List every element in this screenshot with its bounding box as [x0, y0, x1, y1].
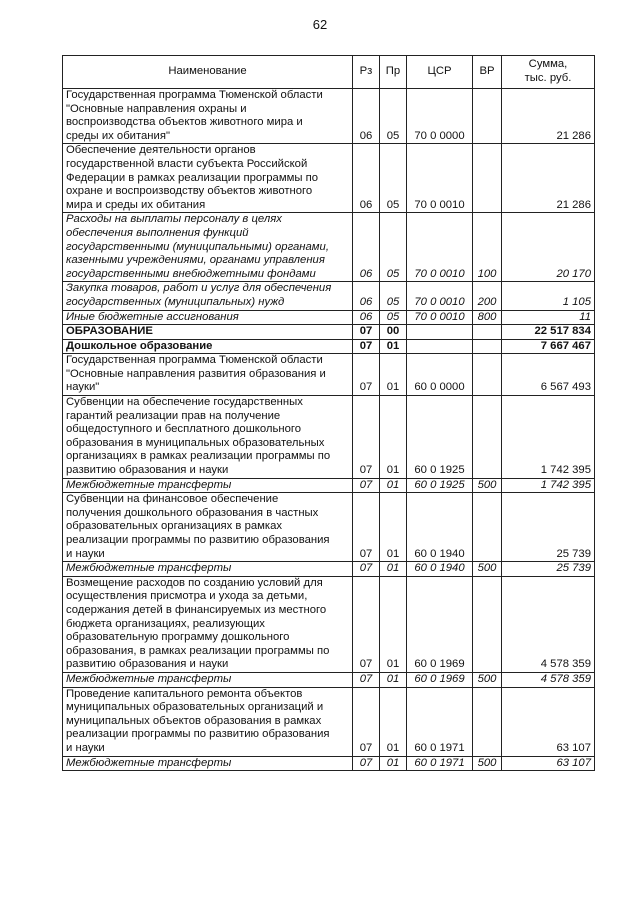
cell-sum: 21 286 — [502, 144, 595, 213]
cell-rz: 07 — [353, 756, 380, 771]
cell-vr — [473, 687, 502, 756]
cell-name: Межбюджетные трансферты — [63, 562, 353, 577]
cell-sum: 6 567 493 — [502, 354, 595, 396]
cell-name: Межбюджетные трансферты — [63, 756, 353, 771]
cell-vr: 100 — [473, 213, 502, 282]
cell-rz: 06 — [353, 144, 380, 213]
cell-name: Субвенции на обеспечение государственных гарантий реализации прав на получение общедоступного и бесплатного дошкольного образования в муниципальных образовательных организациях в рамках реализации программы по развитию образования и науки — [63, 396, 353, 479]
table-row — [63, 396, 595, 479]
header-pr: Пр — [380, 56, 407, 89]
cell-pr: 01 — [380, 493, 407, 562]
page-number: 62 — [312, 17, 328, 32]
cell-csr: 70 0 0010 — [407, 144, 473, 213]
cell-vr: 200 — [473, 282, 502, 310]
cell-csr: 60 0 1971 — [407, 687, 473, 756]
cell-vr: 500 — [473, 562, 502, 577]
cell-name: Государственная программа Тюменской области "Основные направления охраны и воспроизводства объектов животного мира и среды их обитания" — [63, 89, 353, 144]
cell-rz: 06 — [353, 89, 380, 144]
cell-vr — [473, 396, 502, 479]
cell-pr: 05 — [380, 213, 407, 282]
table-row — [63, 339, 595, 354]
table-row — [63, 493, 595, 562]
cell-sum: 4 578 359 — [502, 672, 595, 687]
cell-vr: 500 — [473, 478, 502, 493]
cell-pr: 01 — [380, 339, 407, 354]
cell-csr: 60 0 1969 — [407, 672, 473, 687]
table-row — [63, 325, 595, 340]
cell-sum: 1 742 395 — [502, 478, 595, 493]
cell-csr: 60 0 1925 — [407, 396, 473, 479]
cell-pr: 05 — [380, 89, 407, 144]
table-row — [63, 756, 595, 771]
table-row — [63, 562, 595, 577]
cell-name: Обеспечение деятельности органов государственной власти субъекта Российской Федерации в рамках реализации программы по охране и воспроизводству объектов животного мира и среды их обитания — [63, 144, 353, 213]
table-row — [63, 478, 595, 493]
cell-name: Субвенции на финансовое обеспечение получения дошкольного образования в частных образовательных организациях в рамках реализации программы по развитию образования и науки — [63, 493, 353, 562]
cell-csr: 70 0 0010 — [407, 213, 473, 282]
cell-sum: 25 739 — [502, 562, 595, 577]
cell-rz: 07 — [353, 396, 380, 479]
table-row — [63, 576, 595, 672]
cell-name: Закупка товаров, работ и услуг для обеспечения государственных (муниципальных) нужд — [63, 282, 353, 310]
table-row — [63, 672, 595, 687]
cell-name: Проведение капитального ремонта объектов муниципальных образовательных организаций и муниципальных объектов образования в рамках реализации программы по развитию образования и науки — [63, 687, 353, 756]
cell-pr: 05 — [380, 310, 407, 325]
table-row — [63, 144, 595, 213]
header-rz: Рз — [353, 56, 380, 89]
cell-csr: 60 0 1940 — [407, 562, 473, 577]
cell-vr — [473, 325, 502, 340]
cell-rz: 07 — [353, 339, 380, 354]
cell-pr: 01 — [380, 576, 407, 672]
cell-vr — [473, 354, 502, 396]
header-csr: ЦСР — [407, 56, 473, 89]
cell-rz: 07 — [353, 325, 380, 340]
cell-sum: 7 667 467 — [502, 339, 595, 354]
cell-rz: 06 — [353, 213, 380, 282]
cell-vr — [473, 493, 502, 562]
cell-vr — [473, 144, 502, 213]
cell-sum: 21 286 — [502, 89, 595, 144]
cell-name: Межбюджетные трансферты — [63, 672, 353, 687]
cell-pr: 00 — [380, 325, 407, 340]
cell-vr: 500 — [473, 672, 502, 687]
cell-vr: 800 — [473, 310, 502, 325]
cell-sum: 63 107 — [502, 687, 595, 756]
cell-csr: 70 0 0000 — [407, 89, 473, 144]
cell-pr: 01 — [380, 687, 407, 756]
cell-sum: 1 105 — [502, 282, 595, 310]
cell-vr — [473, 339, 502, 354]
table-row — [63, 213, 595, 282]
cell-rz: 07 — [353, 562, 380, 577]
cell-sum: 1 742 395 — [502, 396, 595, 479]
cell-sum: 20 170 — [502, 213, 595, 282]
cell-csr: 60 0 1925 — [407, 478, 473, 493]
cell-rz: 07 — [353, 672, 380, 687]
cell-pr: 01 — [380, 562, 407, 577]
cell-vr — [473, 89, 502, 144]
cell-rz: 07 — [353, 354, 380, 396]
cell-csr: 70 0 0010 — [407, 282, 473, 310]
cell-name: Возмещение расходов по созданию условий для осуществления присмотра и ухода за детьми, содержания детей в финансируемых из местного бюджета организациях, реализующих образовательную программу дошкольного образования, в рамках реализации программы по развитию образования и науки — [63, 576, 353, 672]
cell-sum: 25 739 — [502, 493, 595, 562]
cell-rz: 07 — [353, 478, 380, 493]
cell-csr — [407, 339, 473, 354]
cell-name: Межбюджетные трансферты — [63, 478, 353, 493]
cell-sum: 4 578 359 — [502, 576, 595, 672]
cell-name: Иные бюджетные ассигнования — [63, 310, 353, 325]
cell-sum: 63 107 — [502, 756, 595, 771]
cell-name: ОБРАЗОВАНИЕ — [63, 325, 353, 340]
cell-name: Расходы на выплаты персоналу в целях обеспечения выполнения функций государственными (муниципальными) органами, казенными учреждениями, органами управления государственными внебюджетными фондами — [63, 213, 353, 282]
cell-csr: 60 0 0000 — [407, 354, 473, 396]
table-row — [63, 282, 595, 310]
cell-sum: 11 — [502, 310, 595, 325]
cell-csr: 60 0 1940 — [407, 493, 473, 562]
cell-csr — [407, 325, 473, 340]
cell-pr: 05 — [380, 144, 407, 213]
cell-pr: 01 — [380, 354, 407, 396]
table-row — [63, 89, 595, 144]
cell-rz: 06 — [353, 282, 380, 310]
cell-rz: 07 — [353, 576, 380, 672]
budget-table — [62, 55, 595, 771]
cell-pr: 01 — [380, 672, 407, 687]
cell-pr: 05 — [380, 282, 407, 310]
table-header-row — [63, 56, 595, 89]
cell-pr: 01 — [380, 396, 407, 479]
cell-rz: 07 — [353, 687, 380, 756]
cell-name: Государственная программа Тюменской области "Основные направления развития образования и науки" — [63, 354, 353, 396]
cell-pr: 01 — [380, 756, 407, 771]
table-row — [63, 687, 595, 756]
cell-name: Дошкольное образование — [63, 339, 353, 354]
cell-vr: 500 — [473, 756, 502, 771]
cell-csr: 70 0 0010 — [407, 310, 473, 325]
header-name: Наименование — [63, 56, 353, 89]
cell-pr: 01 — [380, 478, 407, 493]
cell-sum: 22 517 834 — [502, 325, 595, 340]
table-row — [63, 310, 595, 325]
cell-rz: 06 — [353, 310, 380, 325]
header-sum: Сумма, тыс. руб. — [502, 56, 595, 89]
cell-csr: 60 0 1971 — [407, 756, 473, 771]
header-vr: ВР — [473, 56, 502, 89]
cell-csr: 60 0 1969 — [407, 576, 473, 672]
budget-table-body — [63, 89, 595, 771]
table-row — [63, 354, 595, 396]
cell-vr — [473, 576, 502, 672]
cell-rz: 07 — [353, 493, 380, 562]
